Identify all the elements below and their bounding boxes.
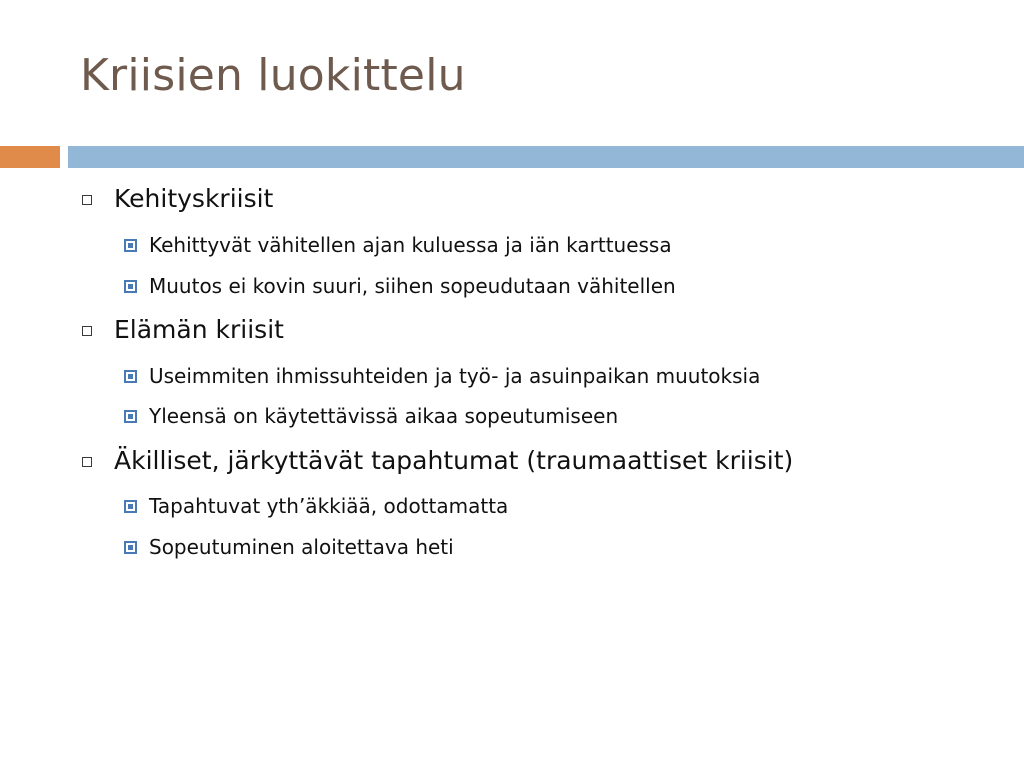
bullet-item-level2 — [124, 535, 454, 559]
hollow-square-bullet-icon — [82, 457, 92, 467]
filled-square-bullet-icon — [124, 541, 137, 554]
bullet-item-level2 — [124, 274, 676, 298]
bullet-item-level2 — [124, 233, 672, 257]
bullet-text: Elämän kriisit — [114, 315, 284, 344]
filled-square-bullet-icon — [124, 370, 137, 383]
bullet-text: Kehityskriisit — [114, 184, 274, 213]
bullet-text: Äkilliset, järkyttävät tapahtumat (traumaattiset kriisit) — [114, 446, 794, 475]
filled-square-bullet-icon — [124, 500, 137, 513]
hollow-square-bullet-icon — [82, 195, 92, 205]
bullet-item-level2 — [124, 364, 760, 388]
slide-title: Kriisien luokittelu — [80, 50, 466, 101]
bullet-text: Yleensä on käytettävissä aikaa sopeutumiseen — [149, 404, 619, 428]
bullet-item-level1 — [82, 184, 273, 213]
filled-square-bullet-icon — [124, 280, 137, 293]
hollow-square-bullet-icon — [82, 326, 92, 336]
bullet-text: Tapahtuvat yth’äkkiää, odottamatta — [149, 494, 509, 518]
bullet-text: Muutos ei kovin suuri, siihen sopeudutaan vähitellen — [149, 274, 676, 298]
bullet-text: Sopeutuminen aloitettava heti — [149, 535, 454, 559]
filled-square-bullet-icon — [124, 239, 137, 252]
bullet-item-level1 — [82, 315, 284, 344]
bullet-text: Kehittyvät vähitellen ajan kuluessa ja iän karttuessa — [149, 233, 672, 257]
bullet-item-level2 — [124, 494, 508, 518]
bullet-text: Useimmiten ihmissuhteiden ja työ- ja asuinpaikan muutoksia — [149, 364, 761, 388]
bullet-item-level1 — [82, 446, 793, 475]
filled-square-bullet-icon — [124, 410, 137, 423]
bullet-item-level2 — [124, 404, 618, 428]
